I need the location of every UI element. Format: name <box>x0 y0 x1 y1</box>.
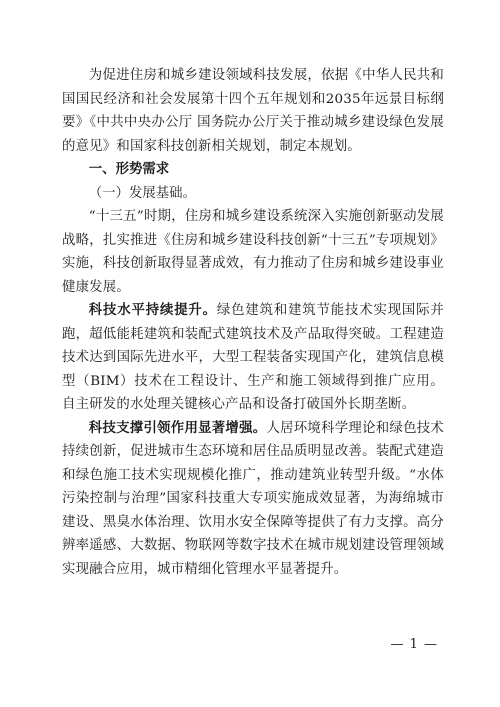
page-number: — 1 — <box>390 637 438 652</box>
paragraph-body: 绿色建筑和建筑节能技术实现国际并跑，超低能耗建筑和装配式建筑技术及产品取得突破。工程建造技术达到国际先进水平，大型工程装备实现国产化，建筑信息模型（BIM）技术在工程设计、生产和施工领域得到推广应用。自主研发的水处理关键核心产品和设备打破国外长期垄断。 <box>62 303 444 412</box>
document-body <box>62 64 444 581</box>
paragraph-lead: 科技支撑引领作用显著增强。 <box>88 420 267 436</box>
intro-paragraph: 为促进住房和城乡建设领域科技发展，依据《中华人民共和国国民经济和社会发展第十四个五年规划和2035年远景目标纲要》《中共中央办公厅 国务院办公厅关于推动城乡建设绿色发展的意见》和国家科技创新相关规划，制定本规划。 <box>62 68 444 154</box>
subsection-heading: （一）发展基础。 <box>88 185 196 201</box>
paragraph-development-basis: “十三五”时期，住房和城乡建设系统深入实施创新驱动发展战略，扎实推进《住房和城乡建设科技创新“十三五”专项规划》实施，科技创新取得显著成效，有力推动了住房和城乡建设事业健康发展。 <box>62 209 444 295</box>
paragraph-body: 人居环境科学理论和绿色技术持续创新，促进城市生态环境和居住品质明显改善。装配式建造和绿色施工技术实现规模化推广，推动建筑业转型升级。“水体污染控制与治理”国家科技重大专项实施成效显著，为海绵城市建设、黑臭水体治理、饮用水安全保障等提供了有力支撑。高分辨率遥感、大数据、物联网等数字技术在城市规划建设管理领域实现融合应用，城市精细化管理水平显著提升。 <box>62 420 444 577</box>
section-heading: 一、形势需求 <box>88 162 170 177</box>
paragraph-tech-level <box>62 299 444 417</box>
paragraph-lead: 科技水平持续提升。 <box>88 303 217 318</box>
paragraph-tech-support <box>62 417 444 582</box>
